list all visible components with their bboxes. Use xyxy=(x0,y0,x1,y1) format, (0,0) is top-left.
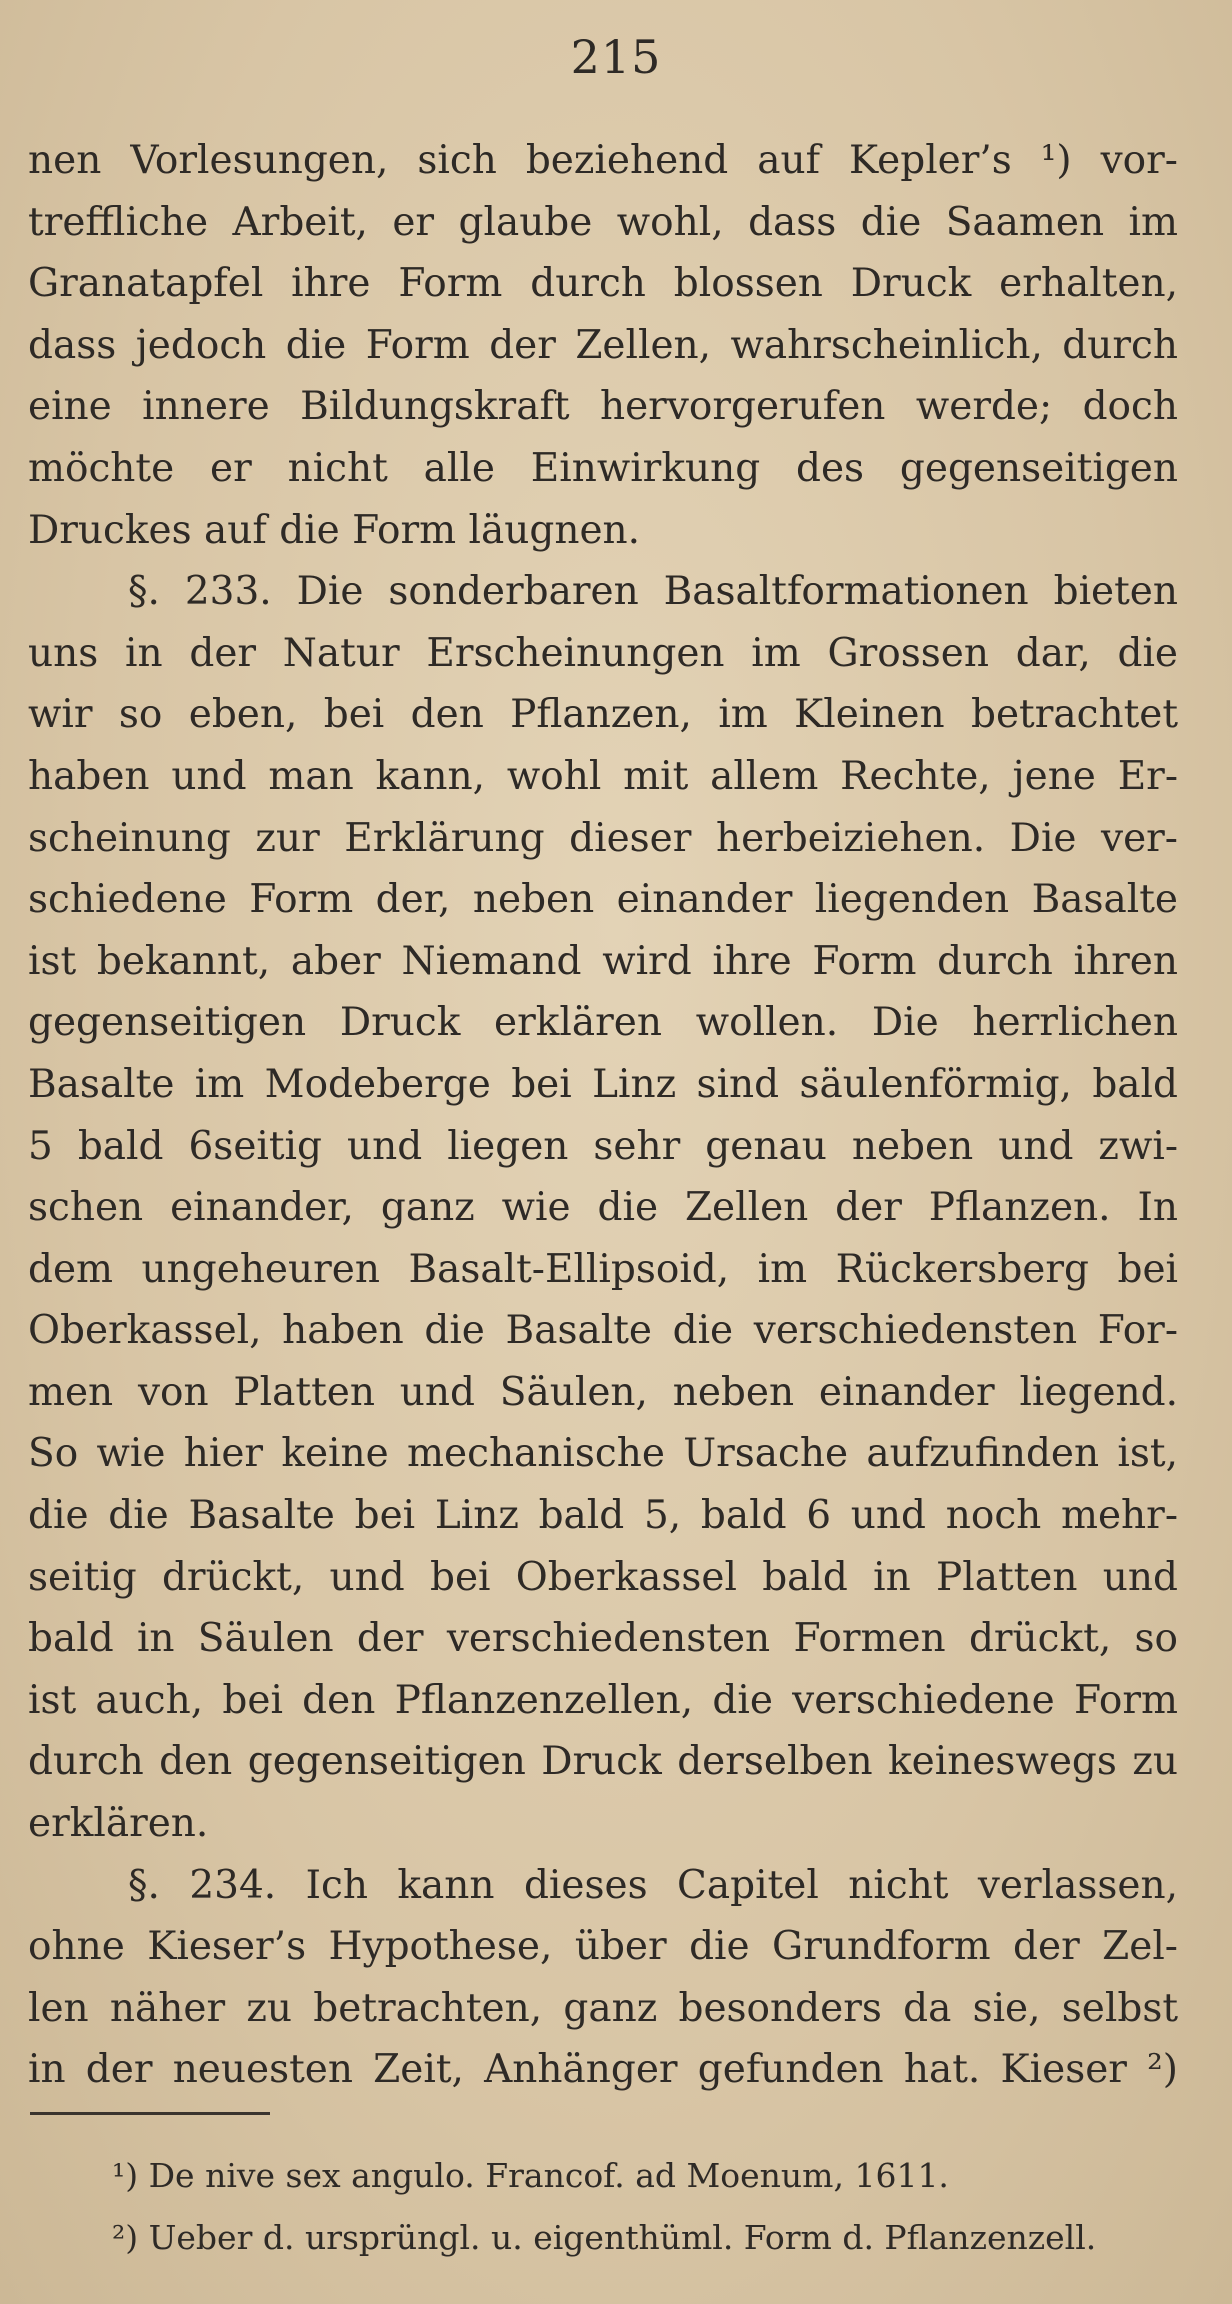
section-233-heading-line: §. 233. Die sonderbaren Basaltformationen bieten xyxy=(128,569,1178,615)
text-line: möchte er nicht alle Einwirkung des gegenseitigen xyxy=(28,445,1178,491)
text-line: dass jedoch die Form der Zellen, wahrscheinlich, durch xyxy=(28,322,1178,368)
text-line: dem ungeheuren Basalt-Ellipsoid, im Rückersberg bei xyxy=(28,1246,1178,1292)
text-line: ist auch, bei den Pflanzenzellen, die verschiedene Form xyxy=(28,1677,1178,1723)
text-line: Granatapfel ihre Form durch blossen Druck erhalten, xyxy=(28,261,1178,307)
text-line: wir so eben, bei den Pflanzen, im Kleinen betrachtet xyxy=(28,692,1178,738)
footnotes xyxy=(112,2145,1096,2269)
text-line: seitig drückt, und bei Oberkassel bald in Platten und xyxy=(28,1554,1178,1600)
text-line: len näher zu betrachten, ganz besonders da sie, selbst xyxy=(28,1985,1178,2031)
footnote-1: ¹) De nive sex angulo. Francof. ad Moenum, 1611. xyxy=(112,2156,949,2195)
text-line: in der neuesten Zeit, Anhänger gefunden hat. Kieser ²) xyxy=(28,2047,1178,2093)
text-line: erklären. xyxy=(28,1801,209,1847)
text-line: ohne Kieser’s Hypothese, über die Grundform der Zel- xyxy=(28,1924,1178,1970)
text-line: eine innere Bildungskraft hervorgerufen werde; doch xyxy=(28,384,1178,430)
text-line: treffliche Arbeit, er glaube wohl, dass die Saamen im xyxy=(28,199,1178,245)
text-line: schen einander, ganz wie die Zellen der Pflanzen. In xyxy=(28,1185,1178,1231)
text-line: Basalte im Modeberge bei Linz sind säulenförmig, bald xyxy=(28,1061,1178,1107)
text-line: die die Basalte bei Linz bald 5, bald 6 und noch mehr- xyxy=(28,1493,1178,1539)
section-234-heading-line: §. 234. Ich kann dieses Capitel nicht verlassen, xyxy=(128,1862,1178,1908)
text-line: scheinung zur Erklärung dieser herbeiziehen. Die ver- xyxy=(28,815,1178,861)
text-line: So wie hier keine mechanische Ursache aufzufinden ist, xyxy=(28,1431,1178,1477)
footnote-divider xyxy=(30,2112,270,2115)
text-line: gegenseitigen Druck erklären wollen. Die herrlichen xyxy=(28,1000,1178,1046)
text-line: bald in Säulen der verschiedensten Formen drückt, so xyxy=(28,1616,1178,1662)
text-line: Oberkassel, haben die Basalte die verschiedensten For- xyxy=(28,1308,1178,1354)
text-line: men von Platten und Säulen, neben einander liegend. xyxy=(28,1369,1178,1415)
text-line: uns in der Natur Erscheinungen im Grossen dar, die xyxy=(28,630,1178,676)
body-text xyxy=(28,130,1178,2101)
text-line: Druckes auf die Form läugnen. xyxy=(28,507,641,553)
text-line: 5 bald 6seitig und liegen sehr genau neben und zwi- xyxy=(28,1123,1178,1169)
text-line: nen Vorlesungen, sich beziehend auf Kepler’s ¹) vor- xyxy=(28,138,1178,183)
page-number: 215 xyxy=(570,30,662,84)
text-line: durch den gegenseitigen Druck derselben keineswegs zu xyxy=(28,1739,1178,1785)
text-line: ist bekannt, aber Niemand wird ihre Form durch ihren xyxy=(28,938,1178,984)
footnote-2: ²) Ueber d. ursprüngl. u. eigenthüml. Form d. Pflanzenzell. xyxy=(112,2218,1097,2257)
text-line: schiedene Form der, neben einander liegenden Basalte xyxy=(28,877,1178,923)
text-line: haben und man kann, wohl mit allem Rechte, jene Er- xyxy=(28,753,1178,799)
